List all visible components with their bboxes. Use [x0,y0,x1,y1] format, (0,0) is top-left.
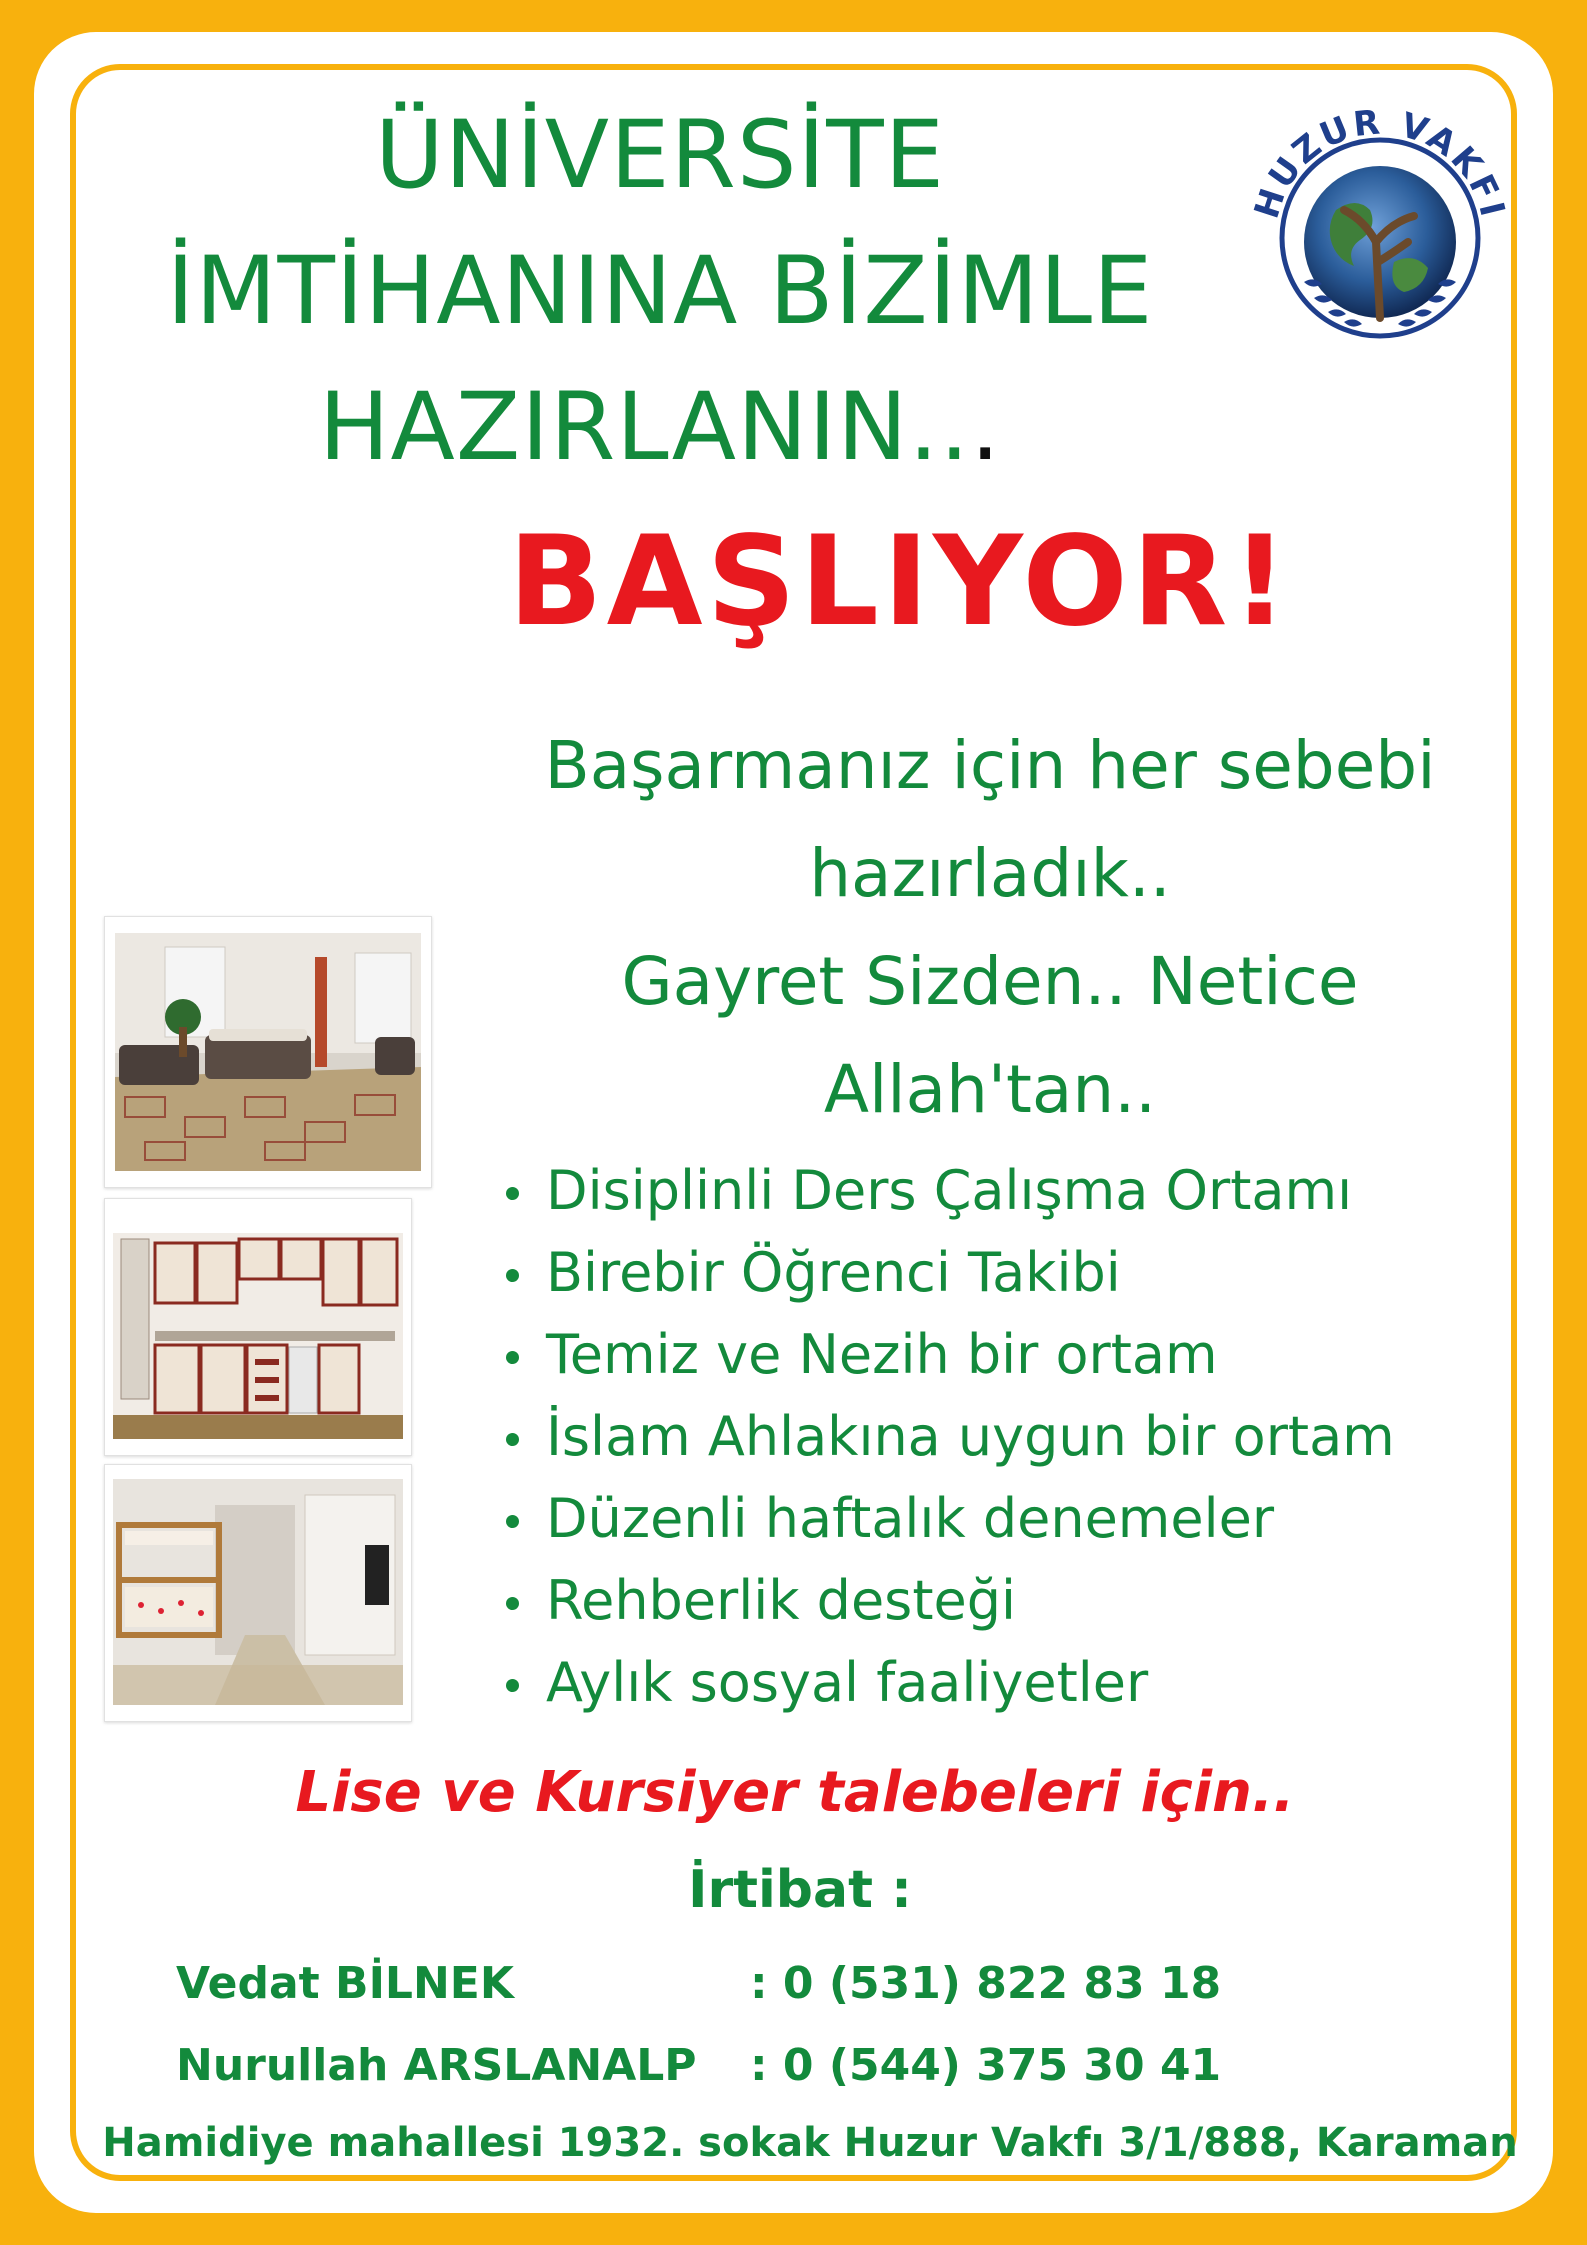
title-line-3-end: . [970,373,1002,482]
kitchen-photo-image [105,1199,411,1455]
audience-text: Lise ve Kursiyer talebeleri için.. [295,1760,1295,1825]
huzur-vakfi-logo-icon [1244,92,1516,364]
motto-line-2: hazırladık.. [809,835,1171,912]
kitchen-photo [104,1198,412,1456]
headline: BAŞLIYOR! [508,510,1292,654]
logo-text: HUZUR VAKFI [1246,102,1513,224]
feature-item: Birebir Öğrenci Takibi [500,1232,1395,1314]
features-list [500,1150,1395,1724]
feature-item: İslam Ahlakına uygun bir ortam [500,1396,1395,1478]
feature-item: Düzenli haftalık denemeler [500,1478,1395,1560]
living-room-photo-image [105,917,431,1187]
motto-line-4: Allah'tan.. [823,1051,1157,1128]
feature-item: Temiz ve Nezih bir ortam [500,1314,1395,1396]
contact-name: Vedat BİLNEK [176,1958,514,2009]
bedroom-photo [104,1464,412,1722]
contact-phone: : 0 (544) 375 30 41 [750,2040,1222,2091]
contact-phone: : 0 (531) 822 83 18 [750,1958,1222,2009]
contact-title: İrtibat : [688,1860,912,1920]
title-line-3: HAZIRLANIN.. [318,373,971,482]
title-line-2: İMTİHANINA BİZİMLE [166,237,1154,346]
motto-line-1: Başarmanız için her sebebi [544,727,1436,804]
poster-title [90,88,1230,496]
contact-name: Nurullah ARSLANALP [176,2040,697,2091]
living-room-photo [104,916,432,1188]
title-line-3-wrap [90,360,1230,496]
title-line-1: ÜNİVERSİTE [374,101,946,210]
motto-line-3: Gayret Sizden.. Netice [621,943,1359,1020]
address: Hamidiye mahallesi 1932. sokak Huzur Vakfı 3/1/888, Karaman [102,2120,1518,2166]
feature-item: Aylık sosyal faaliyetler [500,1642,1395,1724]
bedroom-photo-image [105,1465,411,1721]
motto [455,712,1525,1144]
feature-item: Disiplinli Ders Çalışma Ortamı [500,1150,1395,1232]
feature-item: Rehberlik desteği [500,1560,1395,1642]
